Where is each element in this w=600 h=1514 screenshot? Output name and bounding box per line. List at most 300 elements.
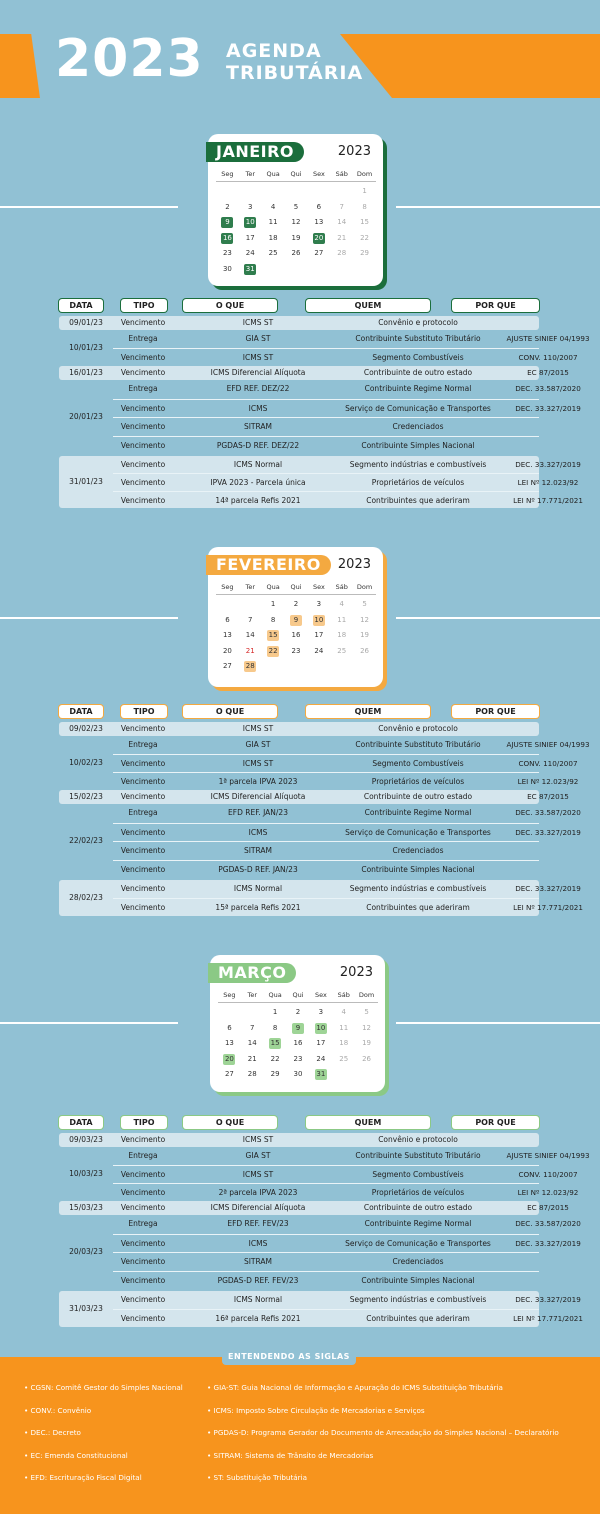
calendar-day: 6	[227, 1023, 232, 1032]
row-quem: Segmento indústrias e combustíveis	[349, 1295, 487, 1304]
calendar-day	[359, 264, 371, 275]
row-quem: Segmento Combustíveis	[372, 1170, 464, 1179]
row-oque: ICMS ST	[242, 318, 274, 327]
calendar-day: 18	[339, 1039, 349, 1048]
calendar-day: 13	[314, 218, 324, 227]
table-row	[113, 880, 581, 898]
column-header-tipo: TIPO	[121, 1116, 167, 1129]
calendar-day: 10	[314, 615, 324, 624]
calendar-day: 4	[341, 1008, 346, 1016]
table-row	[113, 491, 583, 508]
table-row	[113, 417, 539, 436]
calendar-day: 24	[245, 249, 255, 258]
row-quem: Proprietários de veículos	[371, 478, 465, 488]
row-quem: Contribuinte de outro estado	[363, 1203, 473, 1212]
row-oque: EFD REF. JAN/23	[228, 808, 288, 817]
calendar-day: 16	[222, 233, 232, 242]
group-date: 22/02/23	[69, 836, 103, 845]
table-row	[113, 366, 569, 380]
weekday-label: Dom	[356, 170, 373, 178]
table-row	[113, 736, 590, 754]
row-oque: PGDAS-D REF. FEV/23	[217, 1275, 299, 1285]
row-quem: Contribuinte Substituto Tributário	[355, 740, 481, 749]
row-quem: Credenciados	[392, 422, 444, 431]
row-porque	[498, 1133, 598, 1147]
calendar-day: 30	[222, 264, 232, 273]
calendar-day: 28	[245, 662, 255, 671]
row-porque	[498, 1253, 598, 1272]
weekday-label: Seg	[223, 991, 236, 999]
row-porque: LEI Nº 17.771/2021	[513, 1314, 583, 1323]
calendar-day: 9	[290, 615, 302, 626]
row-quem: Credenciados	[392, 846, 444, 855]
right-orange-stripe	[340, 34, 600, 98]
calendar-day: 28	[247, 1070, 257, 1079]
calendar-card	[208, 134, 383, 286]
calendar-day: 26	[291, 249, 301, 258]
row-oque: 2ª parcela IPVA 2023	[218, 1188, 298, 1197]
calendar-day: 8	[362, 202, 367, 211]
month-name: MARÇO	[208, 963, 296, 983]
group-date: 10/01/23	[69, 343, 103, 352]
calendar-day: 28	[337, 249, 347, 258]
weekday-header	[216, 583, 376, 595]
table-row	[113, 1291, 581, 1309]
row-tipo: Vencimento	[120, 1295, 166, 1304]
calendar-day: 7	[248, 615, 253, 624]
calendar-day: 9	[221, 217, 233, 228]
group-date: 09/03/23	[69, 1135, 103, 1144]
weekday-label: Sex	[312, 170, 325, 178]
siglas-section	[0, 1352, 600, 1514]
row-quem: Proprietários de veículos	[371, 1188, 465, 1197]
row-tipo: Vencimento	[120, 1188, 166, 1197]
row-oque: ICMS ST	[242, 1170, 274, 1179]
weekday-label: Dom	[356, 583, 373, 591]
row-oque: ICMS Diferencial Alíquota	[210, 1203, 306, 1212]
row-porque: DEC. 33.327/2019	[515, 460, 581, 469]
row-porque: AJUSTE SINIEF 04/1993	[506, 740, 590, 749]
month-name: JANEIRO	[206, 142, 304, 162]
calendar-day: 23	[291, 646, 301, 655]
calendar-day	[223, 1007, 235, 1018]
row-quem: Contribuinte Simples Nacional	[361, 1275, 475, 1285]
calendar-day: 2	[293, 600, 299, 608]
calendar-day: 6	[316, 202, 322, 211]
row-quem: Contribuintes que aderiram	[366, 495, 470, 505]
calendar-day: 10	[245, 218, 255, 227]
row-oque: SITRAM	[243, 846, 273, 855]
date-group	[59, 790, 569, 804]
row-porque: EC 87/2015	[527, 368, 569, 377]
calendar-day: 7	[339, 202, 344, 211]
row-tipo: Entrega	[128, 334, 158, 343]
weekday-label: Sáb	[335, 583, 348, 591]
row-quem: Contribuinte Regime Normal	[364, 1219, 472, 1228]
row-tipo: Vencimento	[120, 884, 166, 893]
calendar-day: 2	[225, 202, 230, 211]
calendar-day: 14	[247, 1039, 257, 1048]
row-quem: Contribuinte de outro estado	[363, 792, 473, 801]
calendar-day: 25	[337, 646, 347, 655]
column-header-oque: O QUE	[183, 1116, 277, 1129]
row-porque: CONV. 110/2007	[518, 1170, 578, 1179]
column-header-data: DATA	[59, 1116, 103, 1129]
row-quem: Convênio e protocolo	[378, 318, 458, 327]
header-banner	[0, 29, 600, 98]
calendar-day: 12	[362, 1023, 372, 1032]
row-quem: Serviço de Comunicação e Transportes	[345, 1238, 491, 1248]
sigla-item: • EFD: Escrituração Fiscal Digital	[24, 1473, 142, 1482]
table-row	[113, 1271, 539, 1290]
row-tipo: Vencimento	[120, 460, 166, 469]
row-tipo: Vencimento	[120, 759, 166, 768]
calendar-day: 7	[250, 1023, 255, 1032]
calendar-day: 25	[339, 1054, 349, 1063]
header-title-line1: AGENDA	[226, 40, 322, 62]
weekday-label: Qua	[266, 170, 280, 178]
date-group	[59, 736, 590, 790]
header-title	[226, 40, 363, 84]
calendar-day	[338, 1069, 350, 1080]
table-row	[113, 860, 539, 879]
table-row	[113, 330, 590, 348]
row-tipo: Vencimento	[120, 1203, 166, 1212]
calendar-day: 22	[360, 233, 370, 242]
row-quem: Serviço de Comunicação e Transportes	[345, 403, 491, 413]
row-tipo: Vencimento	[120, 724, 166, 733]
calendar-day: 19	[362, 1039, 372, 1048]
row-tipo: Vencimento	[120, 792, 166, 801]
table-row	[113, 790, 569, 804]
date-group	[59, 880, 583, 916]
calendar-day: 5	[293, 202, 299, 211]
table-row	[113, 1215, 581, 1234]
day-grid	[216, 597, 376, 675]
calendar-year: 2023	[337, 144, 371, 159]
weekday-label: Seg	[221, 170, 234, 178]
calendar-day: 20	[224, 1054, 234, 1063]
calendar-day: 17	[314, 631, 324, 640]
calendar-day: 21	[337, 233, 347, 242]
row-porque: DEC. 33.587/2020	[515, 808, 581, 817]
row-porque: CONV. 110/2007	[518, 759, 578, 768]
row-oque: GIA ST	[245, 334, 271, 343]
calendar-day: 22	[268, 646, 278, 655]
sigla-item: • ST: Substituição Tributária	[207, 1473, 308, 1482]
month-name: FEVEREIRO	[206, 555, 331, 575]
calendar-day: 22	[270, 1054, 280, 1063]
column-header-tipo: TIPO	[121, 705, 167, 718]
calendar-day: 19	[360, 631, 370, 640]
calendar-day: 13	[222, 631, 232, 640]
row-quem: Segmento Combustíveis	[372, 759, 464, 768]
calendar-day: 9	[292, 1023, 304, 1034]
row-porque: LEI Nº 12.023/92	[517, 777, 579, 786]
calendar-day: 1	[362, 187, 367, 195]
row-oque: ICMS Normal	[233, 460, 283, 469]
table-row	[113, 399, 581, 418]
weekday-label: Seg	[221, 583, 234, 591]
row-oque: SITRAM	[243, 422, 273, 431]
row-quem: Contribuinte de outro estado	[363, 368, 473, 377]
weekday-label: Qua	[266, 583, 280, 591]
row-porque: CONV. 110/2007	[518, 353, 578, 362]
siglas-left-column	[24, 1383, 183, 1496]
row-porque	[498, 842, 598, 861]
row-porque: EC 87/2015	[527, 792, 569, 801]
group-date: 15/02/23	[69, 792, 103, 801]
row-oque: ICMS Normal	[233, 1295, 283, 1304]
calendar-day	[267, 661, 279, 672]
row-tipo: Vencimento	[120, 864, 166, 874]
calendar-day: 31	[316, 1070, 326, 1079]
header-year: 2023	[55, 29, 204, 89]
row-quem: Segmento Combustíveis	[372, 353, 464, 362]
row-tipo: Entrega	[128, 384, 158, 393]
calendar-day: 26	[362, 1054, 372, 1063]
row-tipo: Vencimento	[120, 1238, 166, 1248]
calendar-day	[244, 186, 256, 197]
row-quem: Contribuintes que aderiram	[366, 903, 470, 912]
row-tipo: Vencimento	[120, 777, 166, 786]
calendar-day	[267, 264, 279, 275]
table-row	[113, 1165, 578, 1183]
weekday-label: Sáb	[337, 991, 350, 999]
date-group	[59, 380, 581, 454]
calendar-day: 5	[364, 1008, 369, 1016]
row-quem: Contribuinte Substituto Tributário	[355, 334, 481, 343]
row-quem: Contribuinte Substituto Tributário	[355, 1151, 481, 1160]
sigla-item: • SITRAM: Sistema de Trânsito de Mercadorias	[207, 1450, 374, 1460]
row-tipo: Vencimento	[120, 440, 166, 450]
calendar-day: 12	[360, 615, 370, 624]
calendar-day: 10	[316, 1023, 326, 1032]
group-date: 15/03/23	[69, 1203, 103, 1212]
calendar-day: 24	[314, 646, 324, 655]
calendar-day: 24	[316, 1054, 326, 1063]
weekday-label: Dom	[358, 991, 375, 999]
row-oque: ICMS ST	[242, 724, 274, 733]
weekday-label: Sex	[312, 583, 325, 591]
row-porque: LEI Nº 12.023/92	[517, 478, 579, 488]
row-porque	[498, 418, 598, 437]
row-oque: 16ª parcela Refis 2021	[215, 1314, 301, 1323]
calendar-day	[336, 186, 348, 197]
date-group	[59, 722, 539, 736]
sigla-item: • PGDAS-D: Programa Gerador do Documento de Arrecadação do Simples Nacional – Declaratório	[207, 1428, 559, 1437]
calendar-year: 2023	[339, 965, 373, 980]
calendar-day: 11	[268, 218, 278, 227]
date-group	[59, 330, 590, 366]
calendar-day: 29	[360, 249, 370, 258]
row-tipo: Vencimento	[120, 1275, 166, 1285]
calendar-day	[336, 661, 348, 672]
divider-line-left	[0, 206, 178, 208]
calendar-day: 25	[268, 249, 278, 258]
divider-line-right	[396, 206, 600, 208]
row-quem: Convênio e protocolo	[378, 1135, 458, 1144]
row-tipo: Vencimento	[120, 495, 166, 505]
row-porque	[498, 1272, 598, 1291]
weekday-label: Sex	[314, 991, 327, 999]
siglas-right-column	[207, 1383, 559, 1496]
group-date: 31/03/23	[69, 1304, 103, 1313]
table-row	[113, 456, 581, 473]
row-tipo: Vencimento	[120, 478, 166, 488]
date-group	[59, 1215, 581, 1289]
calendar-day: 2	[295, 1008, 301, 1016]
calendar-day: 12	[291, 218, 301, 227]
row-tipo: Entrega	[128, 740, 158, 749]
row-quem: Contribuintes que aderiram	[366, 1314, 470, 1323]
calendar-day: 14	[245, 631, 255, 640]
row-quem: Proprietários de veículos	[371, 777, 465, 786]
row-porque: LEI Nº 12.023/92	[517, 1188, 579, 1197]
calendar-day: 11	[337, 615, 347, 624]
row-oque: PGDAS-D REF. JAN/23	[218, 864, 298, 874]
table-row	[113, 722, 539, 736]
calendar-day: 8	[270, 615, 276, 624]
date-group	[59, 1147, 590, 1201]
calendar-year: 2023	[337, 557, 371, 572]
calendar-day: 16	[291, 631, 301, 640]
calendar-day: 21	[247, 1054, 257, 1063]
calendar-day: 18	[268, 233, 278, 242]
calendar-day: 29	[270, 1070, 280, 1079]
row-porque: DEC. 33.327/2019	[515, 403, 581, 413]
row-tipo: Vencimento	[120, 422, 166, 431]
row-tipo: Vencimento	[120, 827, 166, 837]
row-quem: Segmento indústrias e combustíveis	[349, 884, 487, 893]
sigla-item: • ICMS: Imposto Sobre Circulação de Mercadorias e Serviços	[207, 1405, 425, 1415]
calendar-card	[208, 547, 383, 687]
row-porque	[498, 316, 598, 330]
group-date: 28/02/23	[69, 893, 103, 902]
table-row	[113, 1234, 581, 1253]
row-porque	[498, 437, 598, 456]
row-oque: ICMS ST	[242, 759, 274, 768]
header-title-line2: TRIBUTÁRIA	[226, 62, 364, 84]
calendar-day: 14	[337, 218, 347, 227]
row-porque	[498, 722, 598, 736]
row-quem: Serviço de Comunicação e Transportes	[345, 827, 491, 837]
row-porque: DEC. 33.327/2019	[515, 884, 581, 893]
calendar-day	[336, 264, 348, 275]
calendar-day: 15	[360, 218, 370, 227]
column-header-data: DATA	[59, 299, 103, 312]
column-header-data: DATA	[59, 705, 103, 718]
calendar-day	[221, 599, 233, 610]
row-porque: DEC. 33.327/2019	[515, 827, 581, 837]
table-row	[113, 380, 581, 399]
calendar-day: 3	[248, 202, 253, 211]
table-row	[113, 348, 578, 366]
weekday-label: Qui	[290, 170, 302, 178]
calendar-day: 1	[272, 1008, 278, 1016]
calendar-day	[313, 186, 325, 197]
row-porque: DEC. 33.327/2019	[515, 1238, 581, 1248]
row-oque: 1ª parcela IPVA 2023	[218, 777, 298, 786]
calendar-day: 15	[270, 1039, 280, 1048]
row-porque: DEC. 33.327/2019	[515, 1295, 581, 1304]
row-oque: EFD REF. DEZ/22	[226, 384, 290, 393]
table-row	[113, 1183, 579, 1201]
calendar-day	[221, 186, 233, 197]
table-row	[113, 1309, 583, 1327]
row-porque: DEC. 33.587/2020	[515, 1219, 581, 1228]
group-date: 31/01/23	[69, 477, 103, 486]
row-tipo: Entrega	[128, 808, 158, 817]
date-group	[59, 804, 581, 878]
table-row	[113, 898, 583, 916]
group-date: 09/01/23	[69, 318, 103, 327]
calendar-day: 21	[245, 646, 255, 655]
row-quem: Segmento indústrias e combustíveis	[349, 460, 487, 469]
calendar-day	[246, 1007, 258, 1018]
calendar-day	[361, 1069, 373, 1080]
row-porque: DEC. 33.587/2020	[515, 384, 581, 393]
column-header-porque: POR QUE	[452, 1116, 539, 1129]
row-oque: ICMS	[248, 827, 268, 837]
weekday-label: Ter	[247, 991, 258, 999]
column-header-tipo: TIPO	[121, 299, 167, 312]
row-oque: SITRAM	[243, 1257, 273, 1266]
calendar-day: 6	[225, 615, 230, 624]
group-date: 16/01/23	[69, 368, 103, 377]
left-orange-stripe	[0, 34, 40, 98]
row-tipo: Entrega	[128, 1151, 158, 1160]
column-header-oque: O QUE	[183, 705, 277, 718]
table-row	[113, 1147, 590, 1165]
row-tipo: Vencimento	[120, 1257, 166, 1266]
calendar-day: 3	[316, 600, 322, 608]
table-row	[113, 804, 581, 823]
row-quem: Contribuinte Regime Normal	[364, 384, 472, 393]
row-tipo: Entrega	[128, 1219, 158, 1228]
calendar-day	[290, 661, 302, 672]
calendar-day: 11	[339, 1023, 349, 1032]
calendar-day	[313, 661, 325, 672]
calendar-day: 20	[314, 233, 324, 242]
row-tipo: Vencimento	[120, 368, 166, 377]
table-row	[113, 436, 539, 455]
row-porque: AJUSTE SINIEF 04/1993	[506, 334, 590, 343]
row-porque: AJUSTE SINIEF 04/1993	[506, 1151, 590, 1160]
table-row	[113, 1252, 539, 1271]
sigla-item: • GIA-ST: Guia Nacional de Informação e Apuração do ICMS Substituição Tributária	[207, 1383, 503, 1392]
calendar-day: 27	[224, 1070, 234, 1079]
group-date: 20/03/23	[69, 1247, 103, 1256]
calendar-day: 3	[318, 1008, 324, 1016]
divider-line-left	[0, 1022, 178, 1024]
table-row	[113, 473, 579, 490]
date-group	[59, 366, 569, 380]
row-oque: GIA ST	[245, 1151, 271, 1160]
calendar-day	[244, 599, 256, 610]
sigla-item: • EC: Emenda Constitucional	[24, 1450, 128, 1460]
row-tipo: Vencimento	[120, 903, 166, 912]
calendar-day: 27	[314, 249, 324, 258]
row-oque: 15ª parcela Refis 2021	[215, 903, 301, 912]
row-oque: ICMS Normal	[233, 884, 283, 893]
calendar-day: 23	[222, 249, 232, 258]
date-group	[59, 316, 539, 330]
row-tipo: Vencimento	[120, 1135, 166, 1144]
siglas-title: ENTENDENDO AS SIGLAS	[222, 1349, 356, 1365]
weekday-label: Qui	[290, 583, 302, 591]
calendar-card	[210, 955, 385, 1092]
